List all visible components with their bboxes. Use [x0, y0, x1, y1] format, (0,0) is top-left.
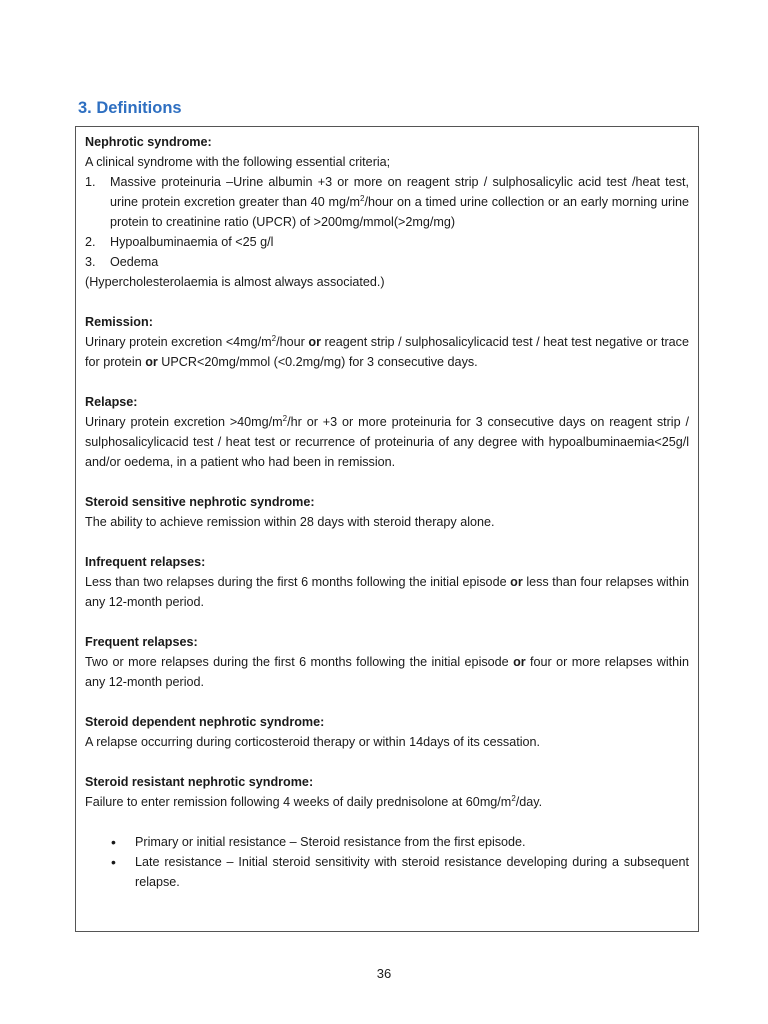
ssns-text: The ability to achieve remission within 28 days with steroid therapy alone. [85, 515, 495, 529]
srns-section [85, 772, 689, 892]
criteria-list [85, 172, 689, 272]
bullet-icon: • [111, 854, 116, 870]
sdns-section [85, 712, 689, 752]
frequent-text: Two or more relapses during the first 6 months following the initial episode or four or more relapses within any 12-month period. [85, 655, 689, 689]
nephrotic-note: (Hypercholesterolaemia is almost always associated.) [85, 275, 385, 289]
relapse-text: Urinary protein excretion $>40mg/m^2/hr$ or +3 or more proteinuria for 3 consecutive days on reagent strip / sulphosalicylicacid test / heat test or recurrence of proteinuria of any degree with hypoalbuminaemia<25g/l and/or oedema, in a patient who had been in remission. [85, 414, 689, 469]
page-number: 36 [376, 966, 392, 981]
definitions-box [75, 126, 699, 932]
term-infrequent-relapses: Infrequent relapses: [85, 555, 206, 569]
list-item: • Primary or initial resistance – Steroid resistance from the first episode. [111, 834, 526, 850]
remission-section [85, 312, 689, 372]
term-ssns: Steroid sensitive nephrotic syndrome: [85, 495, 315, 509]
infrequent-relapses-section [85, 552, 689, 612]
infrequent-text: Less than two relapses during the first 6 months following the initial episode or less than four relapses within any 12-month period. [85, 575, 690, 609]
frequent-relapses-section [85, 632, 689, 692]
remission-text: Urinary protein excretion $<4mg/m^2$/hour or reagent strip / sulphosalicylicacid test / heat test negative or trace for protein or UPCR<20mg/mmol (<0.2mg/mg) for 3 consecutive days. [85, 334, 689, 369]
criterion-item: 1. Massive proteinuria –Urine albumin +3 or more on reagent strip / sulphosalicylic acid test /heat test, urine protein excretion greater than 40 $mg/m^2$/hour on a timed urine collection or an early morning urine protein to creatinine ratio (UPCR) of >200mg/mmol(>2mg/mg) [85, 175, 690, 229]
resistance-list [85, 832, 689, 892]
term-remission: Remission: [85, 315, 153, 329]
ssns-section [85, 492, 689, 532]
term-relapse: Relapse: [85, 395, 138, 409]
term-frequent-relapses: Frequent relapses: [85, 635, 198, 649]
bullet-icon: • [111, 834, 116, 850]
criterion-item: 2. Hypoalbuminaemia of <25 g/l [85, 235, 274, 249]
nephrotic-syndrome-section [85, 132, 689, 292]
term-sdns: Steroid dependent nephrotic syndrome: [85, 715, 325, 729]
section-heading: 3. Definitions [78, 99, 182, 117]
term-srns: Steroid resistant nephrotic syndrome: [85, 775, 314, 789]
criterion-item: 3. Oedema [85, 255, 159, 269]
relapse-section [85, 392, 689, 472]
list-item: • Late resistance – Initial steroid sensitivity with steroid resistance developing during a subsequent relapse. [111, 854, 689, 889]
nephrotic-intro: A clinical syndrome with the following essential criteria; [85, 155, 391, 169]
term-nephrotic-syndrome: Nephrotic syndrome: [85, 135, 212, 149]
srns-text: Failure to enter remission following 4 weeks of daily prednisolone at $60mg/m^2$/day. [85, 794, 543, 809]
sdns-text: A relapse occurring during corticosteroid therapy or within 14days of its cessation. [85, 735, 541, 749]
